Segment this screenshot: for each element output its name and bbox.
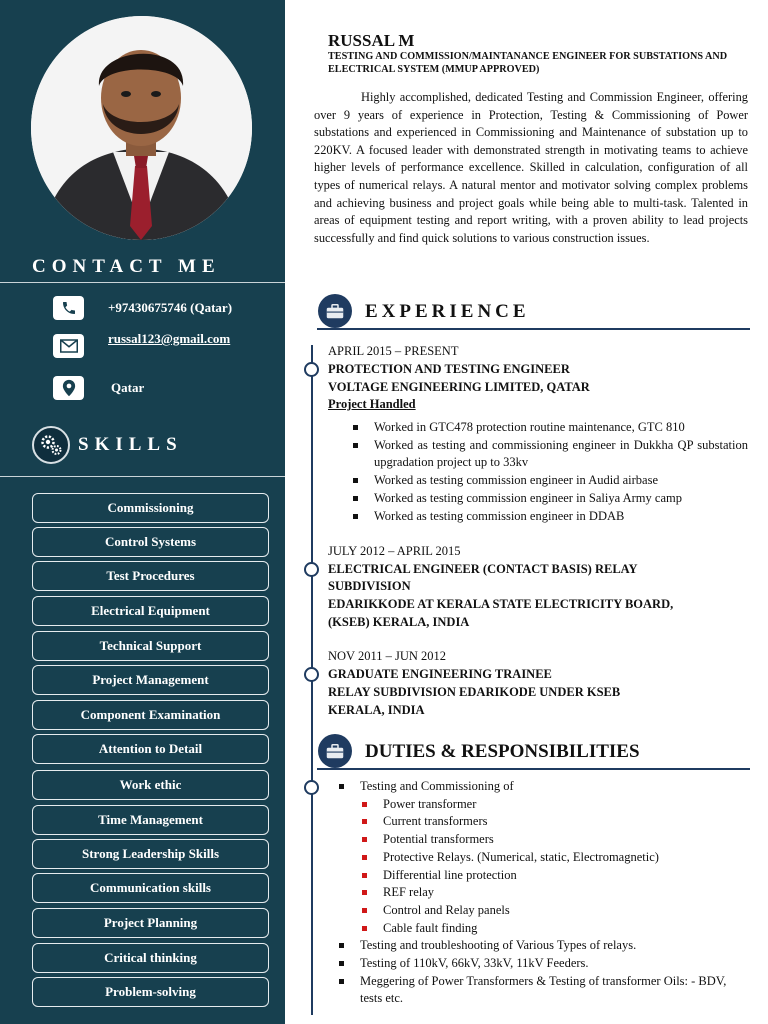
profile-name: RUSSAL M (328, 31, 415, 50)
skill-item: Commissioning (32, 493, 269, 523)
skill-item: Communication skills (32, 873, 269, 903)
profile-photo-illustration (31, 16, 252, 240)
contact-email-row (53, 331, 231, 358)
section-rule (317, 768, 750, 770)
contact-location-row (53, 376, 144, 400)
profile-summary: Highly accomplished, dedicated Testing and Commission Engineer, offering over 9 years of experience in Protection, Testing & Commissioning of Power substations and experienced in Commissioning and Maintenance of substation up to 220KV. A focused leader with demonstrated strength in motivating teams to achieve higher levels of performance excellence. Skilled in calculation, configuration of all types of numerical relays. A natural mentor and motivator solving complex problems and achieving business and project goals while being able to multi-task. Talented in areas of equipment testing and report writing, with a proven ability to lead projects successfully and find quick solutions to various construction issues. (314, 90, 748, 245)
list-item: Meggering of Power Transformers & Testing of transformer Oils: - BDV, tests etc. (337, 973, 749, 1008)
phone-icon (53, 296, 84, 320)
profile-photo (31, 16, 252, 240)
skill-item: Attention to Detail (32, 734, 269, 764)
sub-list-item: Power transformer (360, 796, 749, 814)
job-date: APRIL 2015 – PRESENT (328, 344, 459, 358)
skill-item: Component Examination (32, 700, 269, 730)
skills-header (32, 426, 183, 464)
sub-list-item: Current transformers (360, 813, 749, 831)
list-item: Worked as testing and commissioning engineer in Dukkha QP substation upgradation project up to 33kv (351, 437, 748, 472)
sub-list-item: Cable fault finding (360, 920, 749, 938)
duties-title: DUTIES & RESPONSIBILITIES (365, 741, 640, 762)
duties-sub-list (360, 796, 749, 938)
job-title: GRADUATE ENGINEERING TRAINEE (328, 667, 552, 681)
list-item: Worked in GTC478 protection routine maintenance, GTC 810 (351, 419, 748, 437)
skill-item: Strong Leadership Skills (32, 839, 269, 869)
location-pin-icon (53, 376, 84, 400)
job-company: VOLTAGE ENGINEERING LIMITED, QATAR (328, 380, 590, 394)
sub-list-item: Protective Relays. (Numerical, static, Electromagnetic) (360, 849, 749, 867)
divider (0, 282, 285, 283)
projects-heading: Project Handled (328, 397, 416, 411)
skill-item: Time Management (32, 805, 269, 835)
skill-item: Control Systems (32, 527, 269, 557)
job-title: ELECTRICAL ENGINEER (CONTACT BASIS) RELAY (328, 562, 638, 576)
list-item (337, 778, 749, 937)
skill-item: Technical Support (32, 631, 269, 661)
envelope-icon (53, 334, 84, 358)
project-list (351, 419, 748, 525)
timeline-dot (304, 562, 319, 577)
sub-list-item: Differential line protection (360, 867, 749, 885)
list-item: Worked as testing commission engineer in Audid airbase (351, 472, 748, 490)
job-date: NOV 2011 – JUN 2012 (328, 649, 447, 663)
sub-list-item: REF relay (360, 884, 749, 902)
skills-title: SKILLS (78, 434, 183, 455)
job-title: PROTECTION AND TESTING ENGINEER (328, 362, 570, 376)
divider (0, 476, 285, 477)
skill-item: Project Planning (32, 908, 269, 938)
briefcase-icon (318, 294, 352, 328)
list-item: Worked as testing commission engineer in DDAB (351, 508, 748, 526)
skill-item: Work ethic (32, 770, 269, 800)
sub-list-item: Potential transformers (360, 831, 749, 849)
skill-item: Critical thinking (32, 943, 269, 973)
gears-icon (32, 426, 70, 464)
skill-item: Electrical Equipment (32, 596, 269, 626)
timeline-dot (304, 667, 319, 682)
list-item: Worked as testing commission engineer in Saliya Army camp (351, 490, 748, 508)
job-company: RELAY SUBDIVISION EDARIKODE UNDER KSEB (328, 685, 621, 699)
sub-list-item: Control and Relay panels (360, 902, 749, 920)
skill-item: Project Management (32, 665, 269, 695)
job-company: KERALA, INDIA (328, 703, 425, 717)
contact-title: CONTACT ME (32, 256, 221, 277)
timeline-dot (304, 362, 319, 377)
timeline-dot (304, 780, 319, 795)
contact-phone: +97430675746 (Qatar) (108, 300, 233, 315)
section-rule (317, 328, 750, 330)
duties-list (337, 778, 749, 1008)
job-company: EDARIKKODE AT KERALA STATE ELECTRICITY BOARD, (328, 597, 674, 611)
experience-title: EXPERIENCE (365, 301, 530, 322)
skill-item: Problem-solving (32, 977, 269, 1007)
skill-item: Test Procedures (32, 561, 269, 591)
duties-intro: Testing and Commissioning of (360, 779, 514, 793)
contact-phone-row (53, 296, 232, 320)
job-title: SUBDIVISION (328, 579, 411, 593)
profile-role: TESTING AND COMMISSION/MAINTANANCE ENGINEER FOR SUBSTATIONS AND ELECTRICAL SYSTEM (MMUP APPROVED) (328, 51, 728, 75)
list-item: Testing of 110kV, 66kV, 33kV, 11kV Feeders. (337, 955, 749, 973)
sidebar (0, 0, 285, 1024)
contact-location: Qatar (111, 380, 145, 395)
briefcase-icon (318, 734, 352, 768)
job-date: JULY 2012 – APRIL 2015 (328, 544, 461, 558)
job-company: (KSEB) KERALA, INDIA (328, 615, 470, 629)
contact-email-link[interactable]: russal123@gmail.com (108, 331, 231, 346)
list-item: Testing and troubleshooting of Various Types of relays. (337, 937, 749, 955)
